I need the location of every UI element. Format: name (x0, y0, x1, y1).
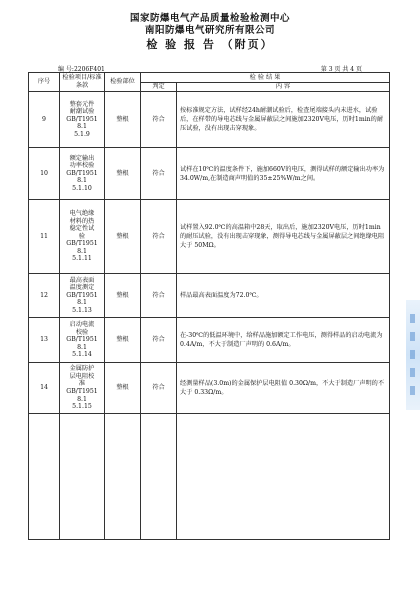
seal-stamp (406, 300, 420, 410)
table-row (29, 200, 390, 274)
test-part: 整根 (105, 148, 141, 200)
test-item-line: 温度测定 (69, 284, 95, 292)
report-title: 检 验 报 告 （附页） (146, 38, 274, 51)
test-item-line: 8.1 (77, 343, 87, 351)
test-item-line: 5.1.11 (72, 255, 92, 263)
test-item-line: 8.1 (77, 395, 87, 403)
empty-cell (60, 414, 105, 540)
row-number: 12 (29, 274, 60, 318)
test-item-line: 验 (78, 232, 86, 240)
test-item-line: GB/T1951 (66, 336, 98, 344)
test-item-line: 5.1.14 (72, 351, 92, 359)
test-item-line: GB/T1951 (66, 169, 98, 177)
test-item (60, 148, 105, 200)
table-row (29, 92, 390, 148)
result-content: 样品最高表面温度为72.0℃。 (177, 274, 390, 318)
test-item-line: 耐潮试验 (69, 108, 95, 116)
test-item-line: 金属防护 (69, 365, 95, 373)
table-row (29, 363, 390, 414)
test-part: 整根 (105, 274, 141, 318)
verdict: 符合 (141, 363, 177, 414)
verdict: 符合 (141, 318, 177, 363)
col-header-part: 检验部位 (105, 73, 141, 92)
results-table (28, 72, 390, 540)
test-item-line: 准 (78, 380, 86, 388)
test-part: 整根 (105, 92, 141, 148)
test-item-line: 启动电流 (69, 321, 95, 329)
test-item-line: 层电阻校 (69, 372, 95, 380)
col-header-item: 检验项目/标准条款 (60, 73, 105, 92)
test-item-line: 8.1 (77, 247, 87, 255)
test-item-line: 功率校验 (69, 162, 95, 170)
table-row (29, 274, 390, 318)
row-number: 14 (29, 363, 60, 414)
test-item-line: GB/T1951 (66, 388, 98, 395)
test-item-line: 5.1.9 (74, 130, 90, 138)
test-item (60, 92, 105, 148)
table-row (29, 148, 390, 200)
result-content: 在-30℃的低温环境中，给样品施加额定工作电压，测得样品的启动电流为0.4A/m，不大于制造厂声明的 0.6A/m。 (177, 318, 390, 363)
col-header-content: 内 容 (177, 83, 390, 92)
row-number: 11 (29, 200, 60, 274)
row-number: 13 (29, 318, 60, 363)
test-item-line: GB/T1951 (66, 115, 98, 123)
table-row (29, 318, 390, 363)
test-item-line: GB/T1951 (66, 240, 98, 248)
test-item-line: 5.1.15 (72, 403, 92, 411)
verdict: 符合 (141, 200, 177, 274)
test-item-line: 整套元件 (69, 100, 95, 108)
col-header-results: 检 验 结 果 (141, 73, 390, 83)
verdict: 符合 (141, 148, 177, 200)
test-part: 整根 (105, 200, 141, 274)
row-number: 9 (29, 92, 60, 148)
test-item-line: 5.1.10 (72, 184, 92, 192)
serial-label: 编 号: (58, 66, 74, 73)
test-item-line: 最高表面 (69, 276, 95, 284)
row-number: 10 (29, 148, 60, 200)
result-content: 经测量样品(3.0m)的金属保护层电阻值 0.30Ω/m，不大于制造厂声明的不大于 0.33Ω/m。 (177, 363, 390, 414)
result-content: 按标准规定方法，试样经24h耐潮试验后，检查尾端接头内未进水，试验后，在样带的导电芯线与金属屏蔽层之间施加2320V电压，历时1min的耐压试验，没有出现击穿现象。 (177, 92, 390, 148)
test-item (60, 363, 105, 414)
empty-cell (177, 414, 390, 540)
test-item-line: 8.1 (77, 177, 87, 185)
institute-name: 国家防爆电气产品质量检验检测中心 (129, 13, 290, 24)
col-header-verdict: 判定 (141, 83, 177, 92)
result-content: 试样在10℃的温度条件下，施加660V的电压，测得试样的额定输出功率为34.0W/m,在制造商声明值的35±25%W/m之间。 (177, 148, 390, 200)
test-part: 整根 (105, 363, 141, 414)
test-part: 整根 (105, 318, 141, 363)
test-item-line: 8.1 (77, 123, 87, 131)
result-content: 试样置入92.0℃的高温箱中28天，取出后，施加2320V电压，历时1min的耐压试验，没有出现击穿现象，测得导电芯线与金属屏蔽层之间绝缘电阻大于 50MΩ。 (177, 200, 390, 274)
test-item-line: 5.1.13 (72, 306, 92, 314)
empty-cell (141, 414, 177, 540)
verdict: 符合 (141, 274, 177, 318)
test-item-line: GB/T1951 (66, 291, 98, 299)
test-item-line: 材料的热 (69, 217, 95, 225)
empty-cell (105, 414, 141, 540)
lab-name: 南阳防爆电气研究所有限公司 (144, 25, 275, 36)
serial-value: 2206F401 (73, 66, 105, 73)
test-item-line: 电气绝缘 (69, 209, 95, 217)
test-item (60, 200, 105, 274)
test-item (60, 274, 105, 318)
empty-cell (29, 414, 60, 540)
page-indicator: 第 3 页 共 4 页 (320, 66, 362, 73)
verdict: 符合 (141, 92, 177, 148)
test-item (60, 318, 105, 363)
col-header-no: 序号 (29, 73, 60, 92)
test-item-line: 额定输出 (69, 154, 95, 162)
empty-row (29, 414, 390, 540)
test-item-line: 校验 (75, 328, 89, 336)
test-item-line: 稳定性试 (69, 225, 95, 233)
test-item-line: 8.1 (77, 299, 87, 307)
